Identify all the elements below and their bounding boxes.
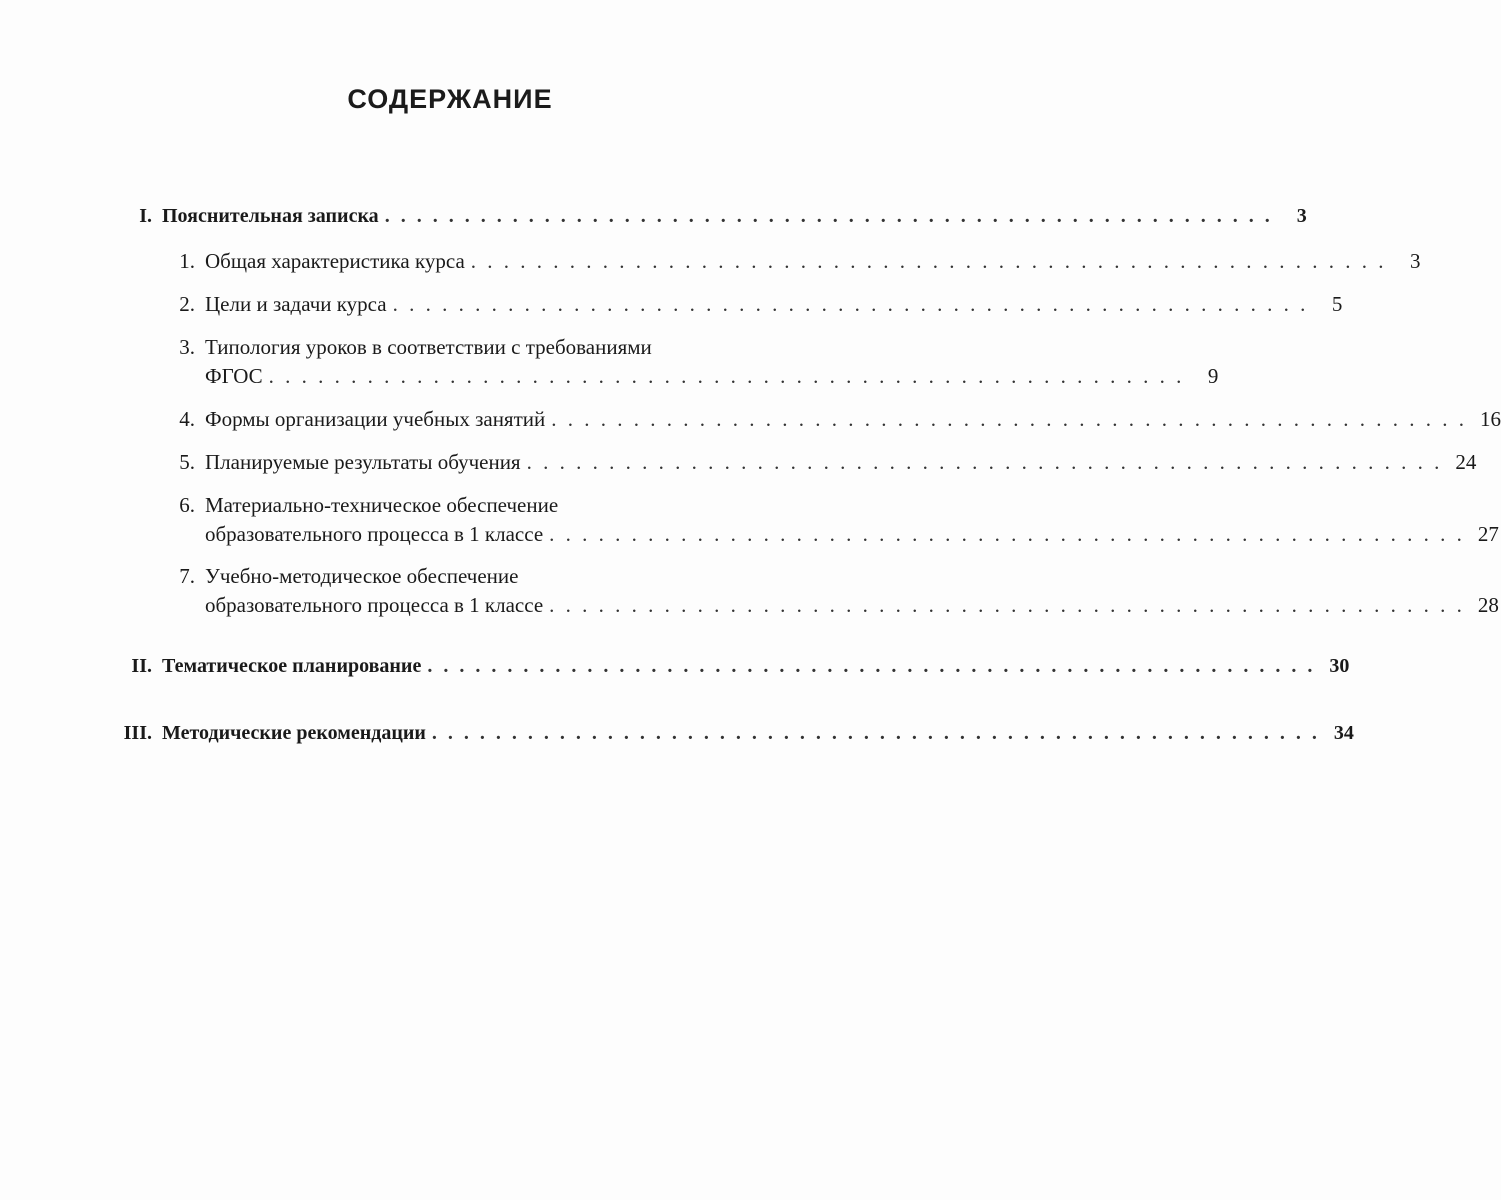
dot-leader: . . . . . . . . . . . . . . . . . . . . . . . . . . . . . . . . . . . . . . . . . . . . . . . . . . . . . . . . — [431, 722, 1320, 744]
toc-entry-section-3[interactable] — [100, 719, 1354, 748]
toc-entry-section-1[interactable] — [100, 202, 1307, 231]
toc-entry-subsection-4[interactable] — [165, 405, 1501, 434]
toc-entry-number: 7. — [179, 564, 195, 588]
dot-leader: . . . . . . . . . . . . . . . . . . . . . . . . . . . . . . . . . . . . . . . . . . . . . . . . . . . . . . . . — [551, 407, 1467, 431]
toc-entry-subsection-7[interactable] — [165, 562, 1499, 620]
toc-entry-title: Формы организации учебных занятий — [205, 407, 546, 431]
toc-entry-number: III. — [123, 722, 152, 744]
toc-entry-subsection-5[interactable] — [165, 448, 1477, 477]
toc-entry-page: 30 — [1329, 655, 1350, 677]
toc-entry-title: образовательного процесса в 1 классе — [205, 593, 544, 617]
dot-leader: . . . . . . . . . . . . . . . . . . . . . . . . . . . . . . . . . . . . . . . . . . . . . . . . . . . . . . . . — [470, 249, 1387, 273]
dot-leader: . . . . . . . . . . . . . . . . . . . . . . . . . . . . . . . . . . . . . . . . . . . . . . . . . . . . . . . . — [392, 292, 1309, 316]
toc-entry-number: 3. — [179, 335, 195, 359]
toc-entry-title: ФГОС — [205, 364, 263, 388]
dot-leader: . . . . . . . . . . . . . . . . . . . . . . . . . . . . . . . . . . . . . . . . . . . . . . . . . . . . . . . . — [549, 593, 1465, 617]
toc-entry-number: I. — [139, 205, 152, 227]
toc-entry-subsection-3[interactable] — [165, 333, 1219, 391]
dot-leader: . . . . . . . . . . . . . . . . . . . . . . . . . . . . . . . . . . . . . . . . . . . . . . . . . . . . . . . . — [427, 655, 1316, 677]
toc-entry-title: образовательного процесса в 1 классе — [205, 522, 544, 546]
toc-entry-page: 3 — [1410, 249, 1421, 273]
toc-entry-title: Пояснительная записка — [162, 205, 379, 227]
toc-entry-page: 24 — [1455, 450, 1477, 474]
dot-leader: . . . . . . . . . . . . . . . . . . . . . . . . . . . . . . . . . . . . . . . . . . . . . . . . . . . . . . . . — [549, 522, 1465, 546]
dot-leader: . . . . . . . . . . . . . . . . . . . . . . . . . . . . . . . . . . . . . . . . . . . . . . . . . . . . . . . . — [526, 450, 1443, 474]
toc-entry-page: 28 — [1477, 593, 1499, 617]
toc-entry-section-2[interactable] — [100, 652, 1350, 681]
toc-entry-title: Общая характеристика курса — [205, 249, 465, 273]
toc-entry-number: II. — [131, 655, 152, 677]
toc-entry-number: 4. — [179, 407, 195, 431]
toc-entry-page: 3 — [1296, 205, 1307, 227]
toc-entry-page: 27 — [1477, 522, 1499, 546]
toc-entry-title-line: Учебно-методическое обеспечение — [205, 564, 519, 588]
toc-entry-number: 5. — [179, 450, 195, 474]
toc-entry-page: 5 — [1331, 292, 1343, 316]
toc-entry-subsection-6[interactable] — [165, 491, 1499, 549]
toc-entry-title: Планируемые результаты обучения — [205, 450, 521, 474]
toc-entry-title: Тематическое планирование — [162, 655, 422, 677]
toc-entry-subsection-1[interactable] — [165, 247, 1421, 276]
dot-leader: . . . . . . . . . . . . . . . . . . . . . . . . . . . . . . . . . . . . . . . . . . . . . . . . . . . . . . . . — [268, 364, 1185, 388]
toc-entry-page: 16 — [1480, 407, 1501, 431]
toc-entry-number: 1. — [179, 249, 195, 273]
toc-entry-number: 6. — [179, 493, 195, 517]
toc-entry-title: Методические рекомендации — [162, 722, 426, 744]
dot-leader: . . . . . . . . . . . . . . . . . . . . . . . . . . . . . . . . . . . . . . . . . . . . . . . . . . . . . . . . — [384, 205, 1273, 227]
toc-entry-number: 2. — [179, 292, 195, 316]
toc-entry-page: 9 — [1207, 364, 1219, 388]
toc-entry-title-line: Типология уроков в соответствии с требованиями — [205, 335, 652, 359]
toc-entry-subsection-2[interactable] — [165, 290, 1343, 319]
toc-entry-page: 34 — [1333, 722, 1354, 744]
toc-entry-title-line: Материально-техническое обеспечение — [205, 493, 559, 517]
toc-entry-title: Цели и задачи курса — [205, 292, 387, 316]
page-title: СОДЕРЖАНИЕ — [347, 84, 553, 114]
